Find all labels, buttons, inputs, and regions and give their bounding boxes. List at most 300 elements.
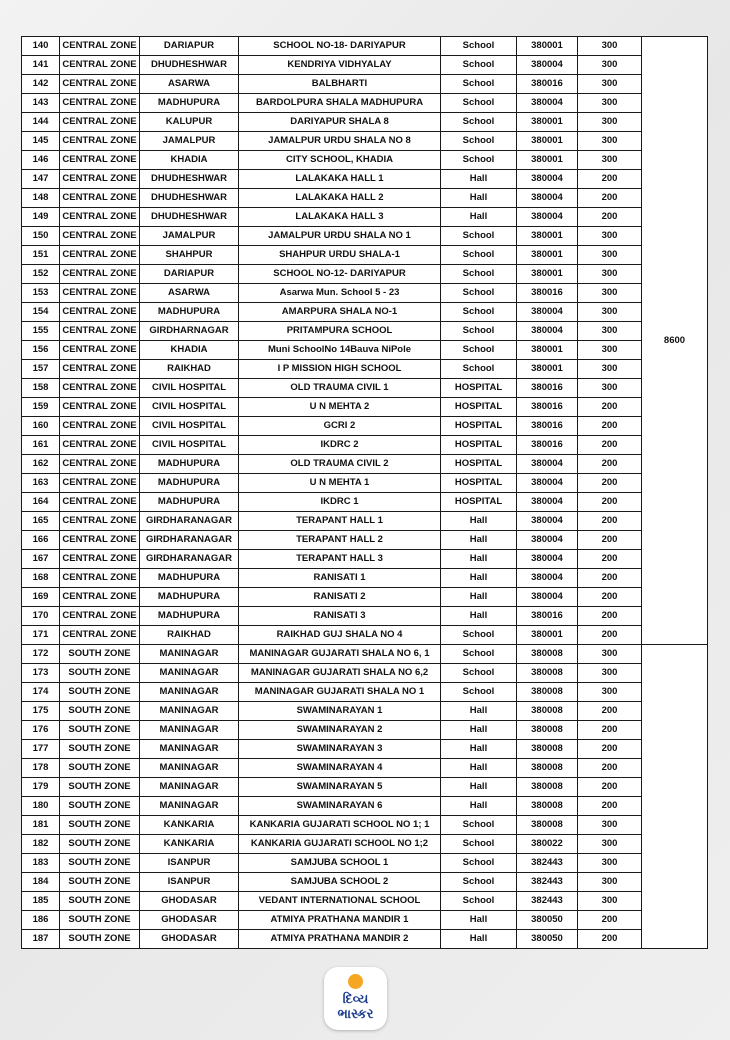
centre-cell: MANINAGAR GUJARATI SHALA NO 6,2 [239, 664, 441, 683]
capacity-cell: 300 [578, 75, 642, 94]
sr-cell: 184 [22, 873, 60, 892]
sr-cell: 162 [22, 455, 60, 474]
capacity-cell: 200 [578, 436, 642, 455]
sr-cell: 158 [22, 379, 60, 398]
table-row [22, 569, 708, 588]
type-cell: School [441, 835, 517, 854]
centre-cell: RAIKHAD GUJ SHALA NO 4 [239, 626, 441, 645]
type-cell: HOSPITAL [441, 493, 517, 512]
capacity-cell: 300 [578, 873, 642, 892]
zone-cell: SOUTH ZONE [60, 740, 140, 759]
capacity-cell: 300 [578, 265, 642, 284]
pincode-cell: 380050 [517, 911, 578, 930]
type-cell: School [441, 892, 517, 911]
type-cell: Hall [441, 740, 517, 759]
pincode-cell: 380004 [517, 56, 578, 75]
table-row [22, 265, 708, 284]
centre-cell: BARDOLPURA SHALA MADHUPURA [239, 94, 441, 113]
area-cell: MANINAGAR [140, 759, 239, 778]
pincode-cell: 380001 [517, 360, 578, 379]
sr-cell: 178 [22, 759, 60, 778]
pincode-cell: 380001 [517, 246, 578, 265]
sr-cell: 151 [22, 246, 60, 265]
capacity-cell: 200 [578, 455, 642, 474]
centre-cell: TERAPANT HALL 1 [239, 512, 441, 531]
centre-cell: Asarwa Mun. School 5 - 23 [239, 284, 441, 303]
table-row [22, 531, 708, 550]
type-cell: Hall [441, 569, 517, 588]
type-cell: Hall [441, 170, 517, 189]
zone-cell: SOUTH ZONE [60, 645, 140, 664]
area-cell: SHAHPUR [140, 246, 239, 265]
type-cell: Hall [441, 797, 517, 816]
table-row [22, 113, 708, 132]
type-cell: Hall [441, 759, 517, 778]
centre-cell: SCHOOL NO-12- DARIYAPUR [239, 265, 441, 284]
table-row [22, 892, 708, 911]
sr-cell: 177 [22, 740, 60, 759]
area-cell: GHODASAR [140, 911, 239, 930]
area-cell: MADHUPURA [140, 303, 239, 322]
area-cell: JAMALPUR [140, 227, 239, 246]
pincode-cell: 380016 [517, 75, 578, 94]
pincode-cell: 380004 [517, 455, 578, 474]
sr-cell: 180 [22, 797, 60, 816]
centre-cell: OLD TRAUMA CIVIL 2 [239, 455, 441, 474]
capacity-cell: 300 [578, 113, 642, 132]
pincode-cell: 380004 [517, 474, 578, 493]
capacity-cell: 200 [578, 930, 642, 949]
area-cell: GHODASAR [140, 892, 239, 911]
capacity-cell: 200 [578, 759, 642, 778]
sr-cell: 170 [22, 607, 60, 626]
capacity-cell: 300 [578, 360, 642, 379]
centre-cell: CITY SCHOOL, KHADIA [239, 151, 441, 170]
pincode-cell: 380004 [517, 208, 578, 227]
sr-cell: 159 [22, 398, 60, 417]
pincode-cell: 382443 [517, 854, 578, 873]
sr-cell: 152 [22, 265, 60, 284]
type-cell: School [441, 683, 517, 702]
zone-cell: CENTRAL ZONE [60, 151, 140, 170]
sr-cell: 174 [22, 683, 60, 702]
sr-cell: 153 [22, 284, 60, 303]
centre-cell: TERAPANT HALL 3 [239, 550, 441, 569]
type-cell: School [441, 227, 517, 246]
centre-cell: I P MISSION HIGH SCHOOL [239, 360, 441, 379]
table-row [22, 360, 708, 379]
table-row [22, 550, 708, 569]
pincode-cell: 380050 [517, 930, 578, 949]
type-cell: Hall [441, 778, 517, 797]
type-cell: School [441, 132, 517, 151]
divya-bhaskar-logo [324, 967, 387, 1030]
capacity-cell: 200 [578, 607, 642, 626]
zone-cell: CENTRAL ZONE [60, 189, 140, 208]
table-row [22, 683, 708, 702]
centre-cell: BALBHARTI [239, 75, 441, 94]
zone-cell: CENTRAL ZONE [60, 37, 140, 56]
sr-cell: 143 [22, 94, 60, 113]
zone-cell: CENTRAL ZONE [60, 170, 140, 189]
capacity-cell: 300 [578, 284, 642, 303]
sr-cell: 146 [22, 151, 60, 170]
pincode-cell: 380004 [517, 588, 578, 607]
zone-cell: CENTRAL ZONE [60, 417, 140, 436]
sr-cell: 145 [22, 132, 60, 151]
area-cell: MADHUPURA [140, 588, 239, 607]
type-cell: Hall [441, 607, 517, 626]
capacity-cell: 200 [578, 911, 642, 930]
table-row [22, 797, 708, 816]
table-row [22, 341, 708, 360]
zone-cell: CENTRAL ZONE [60, 626, 140, 645]
area-cell: MADHUPURA [140, 493, 239, 512]
area-cell: MANINAGAR [140, 702, 239, 721]
capacity-cell: 300 [578, 151, 642, 170]
pincode-cell: 380001 [517, 151, 578, 170]
pincode-cell: 382443 [517, 873, 578, 892]
sr-cell: 147 [22, 170, 60, 189]
table-row [22, 94, 708, 113]
area-cell: RAIKHAD [140, 626, 239, 645]
centre-cell: PRITAMPURA SCHOOL [239, 322, 441, 341]
pincode-cell: 380004 [517, 94, 578, 113]
centre-cell: LALAKAKA HALL 3 [239, 208, 441, 227]
centre-cell: MANINAGAR GUJARATI SHALA NO 6, 1 [239, 645, 441, 664]
table-row [22, 607, 708, 626]
pincode-cell: 380004 [517, 303, 578, 322]
type-cell: School [441, 284, 517, 303]
type-cell: HOSPITAL [441, 398, 517, 417]
capacity-cell: 300 [578, 56, 642, 75]
table-row [22, 75, 708, 94]
zone-cell: CENTRAL ZONE [60, 493, 140, 512]
zone-cell: CENTRAL ZONE [60, 436, 140, 455]
centre-cell: GCRI 2 [239, 417, 441, 436]
capacity-cell: 200 [578, 170, 642, 189]
area-cell: ISANPUR [140, 854, 239, 873]
type-cell: HOSPITAL [441, 455, 517, 474]
zone-cell: SOUTH ZONE [60, 930, 140, 949]
zone-cell: CENTRAL ZONE [60, 227, 140, 246]
type-cell: HOSPITAL [441, 436, 517, 455]
area-cell: GIRDHARANAGAR [140, 531, 239, 550]
centre-cell: OLD TRAUMA CIVIL 1 [239, 379, 441, 398]
area-cell: CIVIL HOSPITAL [140, 436, 239, 455]
zone-cell: SOUTH ZONE [60, 683, 140, 702]
pincode-cell: 380008 [517, 702, 578, 721]
capacity-cell: 300 [578, 892, 642, 911]
logo-line-1: દિવ્ય [342, 991, 369, 1006]
type-cell: School [441, 626, 517, 645]
zone-cell: SOUTH ZONE [60, 892, 140, 911]
area-cell: MANINAGAR [140, 683, 239, 702]
pincode-cell: 380008 [517, 664, 578, 683]
area-cell: GIRDHARANAGAR [140, 512, 239, 531]
zone-total-cell [642, 645, 708, 949]
area-cell: ISANPUR [140, 873, 239, 892]
area-cell: GIRDHARNAGAR [140, 322, 239, 341]
sr-cell: 169 [22, 588, 60, 607]
table-row [22, 645, 708, 664]
capacity-cell: 300 [578, 379, 642, 398]
zone-cell: SOUTH ZONE [60, 854, 140, 873]
pincode-cell: 380001 [517, 265, 578, 284]
pincode-cell: 380016 [517, 607, 578, 626]
type-cell: School [441, 322, 517, 341]
area-cell: MADHUPURA [140, 607, 239, 626]
table-row [22, 474, 708, 493]
type-cell: School [441, 645, 517, 664]
zone-cell: CENTRAL ZONE [60, 303, 140, 322]
sr-cell: 155 [22, 322, 60, 341]
area-cell: ASARWA [140, 75, 239, 94]
type-cell: School [441, 94, 517, 113]
pincode-cell: 380004 [517, 512, 578, 531]
table-row [22, 208, 708, 227]
type-cell: School [441, 360, 517, 379]
centre-cell: IKDRC 1 [239, 493, 441, 512]
sr-cell: 176 [22, 721, 60, 740]
zone-cell: CENTRAL ZONE [60, 113, 140, 132]
pincode-cell: 380008 [517, 759, 578, 778]
zone-cell: SOUTH ZONE [60, 835, 140, 854]
centre-cell: SWAMINARAYAN 2 [239, 721, 441, 740]
area-cell: MADHUPURA [140, 94, 239, 113]
area-cell: MANINAGAR [140, 740, 239, 759]
zone-cell: SOUTH ZONE [60, 702, 140, 721]
sr-cell: 175 [22, 702, 60, 721]
centre-cell: ATMIYA PRATHANA MANDIR 1 [239, 911, 441, 930]
type-cell: Hall [441, 702, 517, 721]
zone-cell: CENTRAL ZONE [60, 569, 140, 588]
zone-cell: CENTRAL ZONE [60, 341, 140, 360]
area-cell: KALUPUR [140, 113, 239, 132]
table-row [22, 398, 708, 417]
table-row [22, 436, 708, 455]
table-row [22, 759, 708, 778]
type-cell: HOSPITAL [441, 379, 517, 398]
sr-cell: 186 [22, 911, 60, 930]
pincode-cell: 380008 [517, 721, 578, 740]
table-row [22, 740, 708, 759]
logo-line-2: ભાસ્કર [337, 1006, 374, 1021]
area-cell: RAIKHAD [140, 360, 239, 379]
zone-cell: SOUTH ZONE [60, 911, 140, 930]
pincode-cell: 380001 [517, 37, 578, 56]
capacity-cell: 300 [578, 854, 642, 873]
table-row [22, 664, 708, 683]
pincode-cell: 380001 [517, 341, 578, 360]
centre-cell: SWAMINARAYAN 1 [239, 702, 441, 721]
pincode-cell: 380016 [517, 398, 578, 417]
area-cell: DHUDHESHWAR [140, 208, 239, 227]
type-cell: Hall [441, 721, 517, 740]
capacity-cell: 200 [578, 208, 642, 227]
capacity-cell: 200 [578, 474, 642, 493]
zone-cell: CENTRAL ZONE [60, 208, 140, 227]
zone-cell: CENTRAL ZONE [60, 512, 140, 531]
sr-cell: 164 [22, 493, 60, 512]
sr-cell: 181 [22, 816, 60, 835]
centre-cell: RANISATI 3 [239, 607, 441, 626]
pincode-cell: 380016 [517, 436, 578, 455]
centre-cell: LALAKAKA HALL 1 [239, 170, 441, 189]
pincode-cell: 380004 [517, 189, 578, 208]
capacity-cell: 300 [578, 664, 642, 683]
sr-cell: 167 [22, 550, 60, 569]
zone-cell: CENTRAL ZONE [60, 588, 140, 607]
pincode-cell: 380016 [517, 379, 578, 398]
area-cell: GHODASAR [140, 930, 239, 949]
pincode-cell: 380008 [517, 816, 578, 835]
sr-cell: 179 [22, 778, 60, 797]
capacity-cell: 300 [578, 683, 642, 702]
capacity-cell: 200 [578, 398, 642, 417]
sr-cell: 172 [22, 645, 60, 664]
area-cell: MADHUPURA [140, 569, 239, 588]
table-row [22, 246, 708, 265]
table-row [22, 512, 708, 531]
zone-cell: CENTRAL ZONE [60, 94, 140, 113]
zone-cell: CENTRAL ZONE [60, 132, 140, 151]
sr-cell: 149 [22, 208, 60, 227]
centre-cell: LALAKAKA HALL 2 [239, 189, 441, 208]
capacity-cell: 300 [578, 816, 642, 835]
zone-cell: CENTRAL ZONE [60, 56, 140, 75]
centre-cell: DARIYAPUR SHALA 8 [239, 113, 441, 132]
capacity-cell: 200 [578, 797, 642, 816]
capacity-cell: 200 [578, 702, 642, 721]
sr-cell: 171 [22, 626, 60, 645]
capacity-cell: 300 [578, 645, 642, 664]
pincode-cell: 380008 [517, 645, 578, 664]
zone-cell: CENTRAL ZONE [60, 246, 140, 265]
pincode-cell: 380004 [517, 170, 578, 189]
zone-cell: CENTRAL ZONE [60, 265, 140, 284]
capacity-cell: 300 [578, 835, 642, 854]
sr-cell: 156 [22, 341, 60, 360]
table-row [22, 721, 708, 740]
type-cell: Hall [441, 531, 517, 550]
centre-cell: SWAMINARAYAN 3 [239, 740, 441, 759]
area-cell: MANINAGAR [140, 645, 239, 664]
area-cell: DARIAPUR [140, 37, 239, 56]
table-row [22, 417, 708, 436]
zone-cell: CENTRAL ZONE [60, 474, 140, 493]
sr-cell: 182 [22, 835, 60, 854]
sr-cell: 148 [22, 189, 60, 208]
type-cell: School [441, 246, 517, 265]
area-cell: KANKARIA [140, 816, 239, 835]
pincode-cell: 380008 [517, 740, 578, 759]
pincode-cell: 380001 [517, 227, 578, 246]
centre-cell: KANKARIA GUJARATI SCHOOL NO 1;2 [239, 835, 441, 854]
type-cell: School [441, 56, 517, 75]
capacity-cell: 300 [578, 132, 642, 151]
pincode-cell: 380008 [517, 683, 578, 702]
zone-cell: CENTRAL ZONE [60, 531, 140, 550]
table-row [22, 626, 708, 645]
table-row [22, 835, 708, 854]
sr-cell: 154 [22, 303, 60, 322]
capacity-cell: 300 [578, 227, 642, 246]
type-cell: School [441, 816, 517, 835]
area-cell: MANINAGAR [140, 797, 239, 816]
centre-cell: U N MEHTA 2 [239, 398, 441, 417]
area-cell: CIVIL HOSPITAL [140, 379, 239, 398]
area-cell: ASARWA [140, 284, 239, 303]
type-cell: School [441, 265, 517, 284]
pincode-cell: 380001 [517, 626, 578, 645]
table-row [22, 303, 708, 322]
centre-cell: ATMIYA PRATHANA MANDIR 2 [239, 930, 441, 949]
area-cell: GIRDHARANAGAR [140, 550, 239, 569]
centre-cell: RANISATI 1 [239, 569, 441, 588]
capacity-cell: 300 [578, 94, 642, 113]
pincode-cell: 380016 [517, 284, 578, 303]
capacity-cell: 200 [578, 588, 642, 607]
zone-cell: CENTRAL ZONE [60, 75, 140, 94]
type-cell: Hall [441, 512, 517, 531]
zone-cell: SOUTH ZONE [60, 664, 140, 683]
type-cell: Hall [441, 208, 517, 227]
capacity-cell: 200 [578, 550, 642, 569]
area-cell: CIVIL HOSPITAL [140, 398, 239, 417]
capacity-cell: 200 [578, 493, 642, 512]
type-cell: School [441, 37, 517, 56]
zone-cell: SOUTH ZONE [60, 873, 140, 892]
type-cell: School [441, 75, 517, 94]
type-cell: School [441, 151, 517, 170]
centre-cell: SCHOOL NO-18- DARIYAPUR [239, 37, 441, 56]
table-row [22, 455, 708, 474]
zone-cell: CENTRAL ZONE [60, 398, 140, 417]
centre-cell: Muni SchoolNo 14Bauva NiPole [239, 341, 441, 360]
sr-cell: 187 [22, 930, 60, 949]
table-row [22, 151, 708, 170]
area-cell: DHUDHESHWAR [140, 189, 239, 208]
table-row [22, 493, 708, 512]
area-cell: MANINAGAR [140, 664, 239, 683]
capacity-cell: 200 [578, 512, 642, 531]
pincode-cell: 380004 [517, 531, 578, 550]
zone-cell: CENTRAL ZONE [60, 455, 140, 474]
capacity-cell: 200 [578, 417, 642, 436]
pincode-cell: 380004 [517, 322, 578, 341]
sr-cell: 160 [22, 417, 60, 436]
centre-cell: RANISATI 2 [239, 588, 441, 607]
zone-cell: CENTRAL ZONE [60, 607, 140, 626]
capacity-cell: 200 [578, 778, 642, 797]
pincode-cell: 380004 [517, 493, 578, 512]
type-cell: Hall [441, 550, 517, 569]
sr-cell: 168 [22, 569, 60, 588]
type-cell: Hall [441, 930, 517, 949]
centre-cell: SWAMINARAYAN 4 [239, 759, 441, 778]
zone-cell: SOUTH ZONE [60, 816, 140, 835]
sr-cell: 185 [22, 892, 60, 911]
type-cell: HOSPITAL [441, 474, 517, 493]
zone-cell: SOUTH ZONE [60, 797, 140, 816]
area-cell: MADHUPURA [140, 474, 239, 493]
type-cell: School [441, 303, 517, 322]
pincode-cell: 380022 [517, 835, 578, 854]
sr-cell: 144 [22, 113, 60, 132]
table-row [22, 379, 708, 398]
table-row [22, 37, 708, 56]
